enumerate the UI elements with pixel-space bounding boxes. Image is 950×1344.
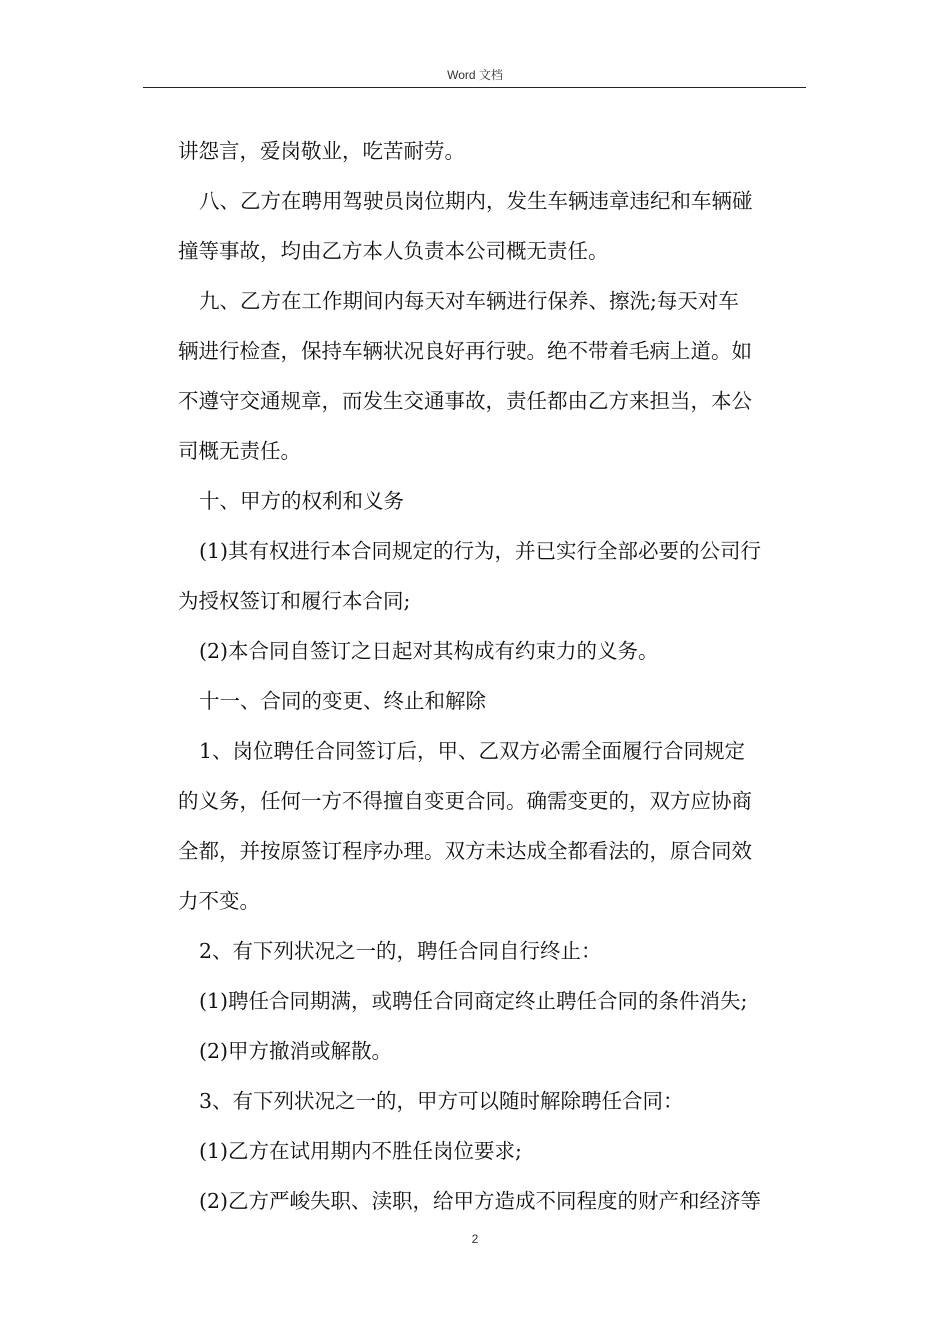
text-line: 十一、合同的变更、终止和解除: [199, 689, 486, 713]
text-line: 讲怨言，爱岗敬业，吃苦耐劳。: [178, 139, 465, 163]
text-line: 的义务，任何一方不得擅自变更合同。确需变更的，双方应协商: [178, 789, 752, 813]
page-header-title: Word 文档: [447, 68, 503, 82]
text-line: 2、有下列状况之一的，聘任合同自行终止：: [199, 939, 602, 963]
text-line: 辆进行检查，保持车辆状况良好再行驶。绝不带着毛病上道。如: [178, 339, 752, 363]
text-line: 十、甲方的权利和义务: [199, 489, 404, 513]
text-line: 不遵守交通规章，而发生交通事故，责任都由乙方来担当，本公: [178, 389, 752, 413]
text-line: (2)本合同自签订之日起对其构成有约束力的义务。: [199, 639, 659, 663]
text-line: 3、有下列状况之一的，甲方可以随时解除聘任合同：: [199, 1089, 684, 1113]
header-divider: [143, 87, 806, 88]
text-line: (2)甲方撤消或解散。: [199, 1039, 393, 1063]
document-body: [178, 126, 808, 1226]
text-line: 八、乙方在聘用驾驶员岗位期内，发生车辆违章违纪和车辆碰: [199, 189, 753, 213]
text-line: 撞等事故，均由乙方本人负责本公司概无责任。: [178, 239, 609, 263]
text-line: 司概无责任。: [178, 439, 301, 463]
text-line: 力不变。: [178, 889, 260, 913]
text-line: 九、乙方在工作期间内每天对车辆进行保养、擦洗;每天对车: [199, 289, 739, 313]
text-line: 为授权签订和履行本合同;: [178, 589, 411, 613]
text-line: (1)聘任合同期满，或聘任合同商定终止聘任合同的条件消失;: [199, 989, 748, 1013]
text-line: (1)乙方在试用期内不胜任岗位要求;: [199, 1139, 522, 1163]
text-line: 1、岗位聘任合同签订后，甲、乙双方必需全面履行合同规定: [199, 739, 746, 763]
text-line: (2)乙方严峻失职、渎职，给甲方造成不同程度的财产和经济等: [199, 1189, 762, 1213]
text-line: (1)其有权进行本合同规定的行为，并已实行全部必要的公司行: [199, 539, 762, 563]
page-number: 2: [471, 1232, 479, 1246]
text-line: 全都，并按原签订程序办理。双方未达成全都看法的，原合同效: [178, 839, 752, 863]
